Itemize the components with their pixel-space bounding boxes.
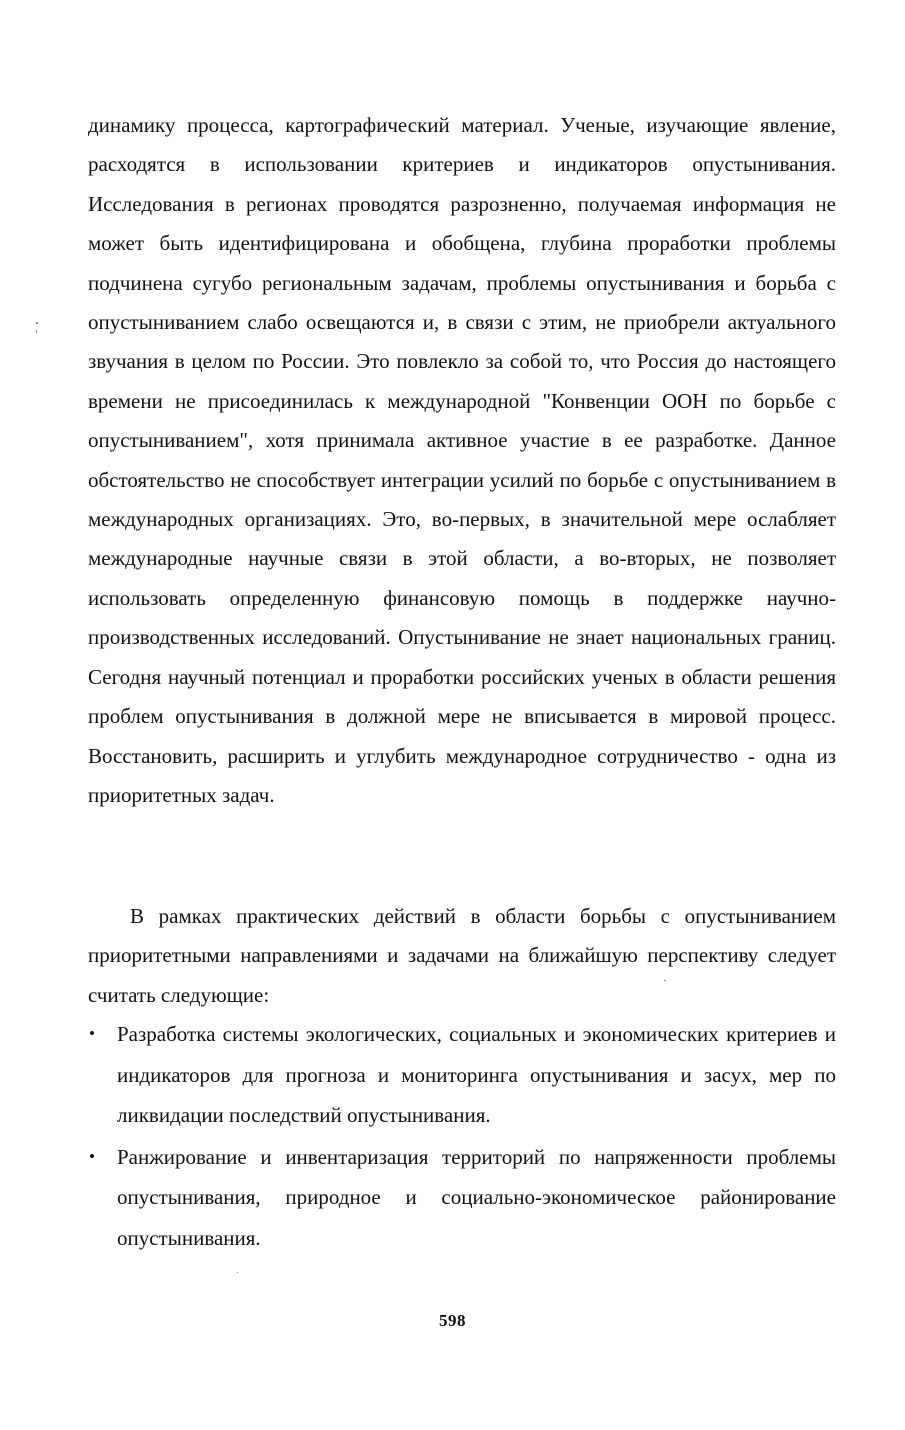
scan-speck [237,1272,238,1273]
priority-list [88,1014,836,1258]
list-item-text: Разработка системы экологических, социальных и экономических критериев и индикаторов для прогноза и мониторинга опустынивания и засух, мер по ликвидации последствий опустынивания. [117,1022,836,1127]
bullet-icon: • [89,1146,95,1166]
list-item [88,1014,836,1136]
body-paragraph-1: динамику процесса, картографический материал. Ученые, изучающие явление, расходятся в использовании критериев и индикаторов опустынивания. Исследования в регионах проводятся разрозненно, получаемая информация не может быть идентифицирована и обобщена, глубина проработки проблемы подчинена сугубо региональным задачам, проблемы опустынивания и борьба с опустыниванием слабо освещаются и, в связи с этим, не приобрели актуального звучания в целом по России. Это повлекло за собой то, что Россия до настоящего времени не присоединилась к международной "Конвенции ООН по борьбе с опустыниванием", хотя принимала активное участие в ее разработке. Данное обстоятельство не способствует интеграции усилий по борьбе с опустыниванием в международных организациях. Это, во-первых, в значительной мере ослабляет международные научные связи в этой области, а во-вторых, не позволяет использовать определенную финансовую помощь в поддержке научно-производственных исследований. Опустынивание не знает национальных границ. Сегодня научный потенциал и проработки российских ученых в области решения проблем опустынивания в должной мере не вписывается в мировой процесс. Восстановить, расширить и углубить международное сотрудничество - одна из приоритетных задач. [88,113,836,807]
scan-speck [664,980,666,981]
list-item-text: Ранжирование и инвентаризация территорий по напряженности проблемы опустынивания, природное и социально-экономическое районирование опустынивания. [117,1144,836,1250]
page-number: 598 [439,1311,466,1330]
list-item [88,1137,836,1259]
scan-speck [36,330,37,333]
scan-speck [36,322,38,324]
bullet-icon: • [89,1024,95,1043]
body-paragraph-2: В рамках практических действий в области борьбы с опустыниванием приоритетными направлениями и задачами на ближайшую перспективу следует считать следующие: [88,904,836,1007]
